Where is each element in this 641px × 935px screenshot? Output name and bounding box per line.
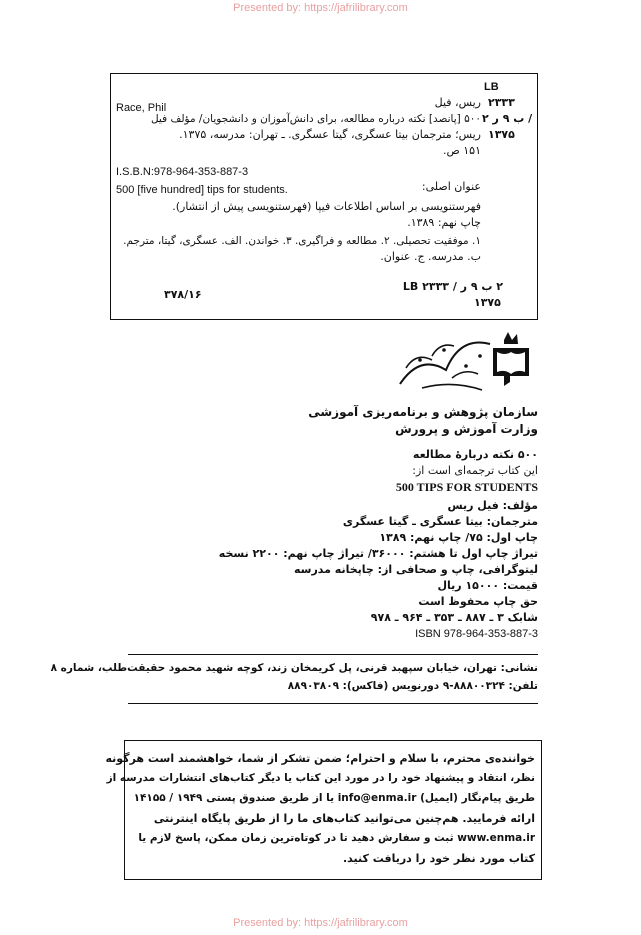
colophon-print-run: تیراژ چاپ اول تا هشتم: ۳۶۰۰۰/ تیراژ چاپ نهم: ۲۲۰۰ نسخه	[218, 547, 538, 560]
publisher-org-2: وزارت آموزش و پرورش	[395, 422, 538, 436]
catalog-original-title-label: عنوان اصلی:	[421, 180, 481, 193]
colophon-isbn: ISBN 978-964-353-887-3	[415, 628, 538, 640]
catalog-classification-number: ۳۷۸/۱۶	[164, 288, 202, 301]
catalog-footer-call-1: ۲ ب ۹ ر / ۲۳۳۳ LB	[402, 280, 503, 293]
catalog-call-number-2: ۲ ب ۹ ر /	[482, 112, 533, 125]
watermark-top[interactable]: Presented by: https://jafrilibrary.com	[233, 2, 408, 14]
madreseh-logo-icon	[392, 326, 538, 398]
catalog-line-9: ۱. موفقیت تحصیلی. ۲. مطالعه و فراگیری. ۳. خواندن. الف. عسگری، گیتا، مترجم.	[123, 235, 481, 247]
address-top-rule	[128, 654, 538, 655]
colophon-title: ۵۰۰ نکته درباره‌ٔ مطالعه	[412, 448, 538, 461]
catalog-line-4: ۱۵۱ ص.	[442, 144, 481, 157]
catalog-line-1: ریس، فیل	[434, 96, 481, 109]
colophon-shabak: شابک ۳ ـ ۸۸۷ ـ ۳۵۳ ـ ۹۶۴ ـ ۹۷۸	[370, 611, 538, 624]
notice-line-5: www.enma.ir ثبت و سفارش دهید تا در کوتاه‌ترین زمان ممکن، پاسخ لازم یا	[138, 832, 535, 844]
catalog-author-latin: Race, Phil	[116, 102, 167, 114]
catalog-call-number-1: ۲۳۳۳	[488, 96, 515, 109]
colophon-author: مؤلف: فیل ریس	[447, 499, 538, 512]
colophon-rights: حق چاپ محفوظ است	[418, 595, 538, 608]
catalog-original-title: 500 [five hundred] tips for students.	[116, 184, 288, 196]
notice-line-1: خواننده‌ی محترم، با سلام و احترام؛ ضمن تشکر از شما، خواهشمند است هرگونه	[105, 752, 535, 765]
address-line-1: نشانی: تهران، خیابان سپهبد قرنی، پل کریمخان زند، کوچه شهید محمود حقیقت‌طلب، شماره ۸	[50, 662, 538, 674]
catalog-line-2: ۵۰۰ [پانصد] نکته درباره مطالعه، برای دانش‌آموزان و دانشجویان/ مؤلف فیل	[150, 113, 481, 125]
notice-line-3: طریق پیام‌نگار (ایمیل) info@enma.ir یا از طریق صندوق پستی ۱۹۴۹ / ۱۴۱۵۵	[133, 792, 535, 804]
catalog-isbn: I.S.B.N:978-964-353-887-3	[116, 166, 249, 178]
watermark-bottom[interactable]: Presented by: https://jafrilibrary.com	[233, 917, 408, 929]
notice-line-4: ارائه فرمایید. هم‌چنین می‌توانید کتاب‌های ما را از طریق پایگاه اینترنتی	[153, 812, 535, 825]
catalog-call-number-3: ۱۳۷۵	[488, 128, 515, 141]
notice-line-6: کتاب مورد نظر خود را دریافت کنید.	[343, 852, 535, 865]
colophon-translation-of: این کتاب ترجمه‌ای است از:	[412, 464, 538, 477]
catalog-line-10: ب. مدرسه. ج. عنوان.	[380, 250, 481, 263]
publisher-org-1: سازمان پژوهش و برنامه‌ریزی آموزشی	[308, 405, 538, 419]
address-bottom-rule	[128, 703, 538, 704]
notice-line-2: نظر، انتقاد و پیشنهاد خود را در مورد این کتاب یا دیگر کتاب‌های انتشارات مدرسه از	[106, 772, 535, 784]
colophon-price: قیمت: ۱۵۰۰۰ ریال	[437, 579, 538, 592]
colophon-press: لیتوگرافی، چاپ و صحافی از: چاپخانه مدرسه	[293, 563, 538, 576]
address-line-2: تلفن: ۸۸۸۰۰۳۲۴-۹ دورنویس (فاکس): ۸۸۹۰۳۸۰۹	[287, 680, 538, 692]
catalog-line-3: ریس؛ مترجمان بیتا عسگری، گیتا عسگری. ـ تهران: مدرسه، ۱۳۷۵.	[179, 128, 481, 141]
catalog-line-7: فهرستنویسی بر اساس اطلاعات فیپا (فهرستنویسی پیش از انتشار).	[172, 200, 481, 213]
colophon-editions: چاپ اول: ۷۵/ چاپ نهم: ۱۳۸۹	[379, 531, 538, 544]
catalog-lb: LB	[484, 81, 499, 93]
colophon-original-title: 500 TIPS FOR STUDENTS	[395, 480, 538, 494]
catalog-line-8: چاپ نهم: ۱۳۸۹.	[407, 216, 481, 229]
colophon-translators: مترجمان: بیتا عسگری ـ گیتا عسگری	[342, 515, 538, 528]
catalog-footer-call-2: ۱۳۷۵	[474, 296, 501, 309]
